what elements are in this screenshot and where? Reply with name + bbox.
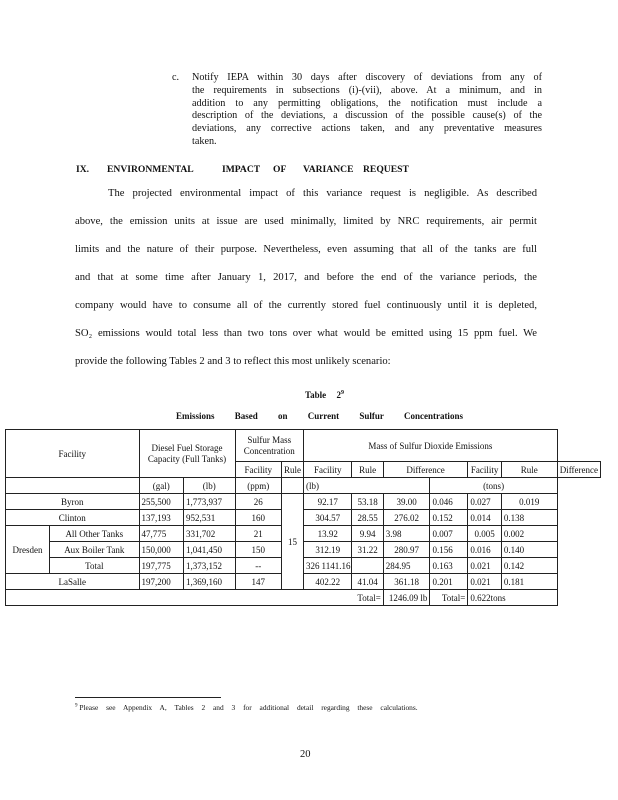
footnote-text: Please see Appendix A, Tables 2 and 3 for additional detail regarding these calculations.: [79, 703, 418, 712]
cell-facility-lb: 304.57: [304, 510, 352, 526]
cell-diff-tons: 0.002: [501, 526, 557, 542]
subheader-facility: Facility: [304, 462, 352, 478]
cell-facility-tons: 0.156: [430, 542, 468, 558]
table-number: 2: [336, 390, 341, 400]
paragraph-line: provide the following Tables 2 and 3 to reflect this most unlikely scenario:: [75, 356, 391, 367]
paragraph-line: SO₂ emissions would total less than two tons over what would be emitted using 15 ppm fuel. We: [75, 328, 537, 339]
cell-diff-lb: 361.18: [383, 574, 430, 590]
cell-lb: 331,702: [184, 526, 235, 542]
unit-lb-emissions: (lb): [304, 478, 430, 494]
paragraph-line: and that at some time after January 1, 2017, and before the end of the variance periods, the: [75, 272, 537, 283]
cell-rule-tons: 0.016: [468, 542, 502, 558]
cell-ppm: 150: [235, 542, 282, 558]
header-facility: Facility: [6, 430, 140, 478]
total-tons-value: 0.622tons: [468, 590, 557, 606]
cell-facility-lb: 92.17: [304, 494, 352, 510]
list-item-line: deviations, any corrective actions taken, and any preventative measures: [192, 123, 542, 135]
cell-gal: 137,193: [139, 510, 184, 526]
section-number: IX.: [76, 164, 90, 175]
section-title-word: VARIANCE: [303, 164, 354, 175]
cell-gal: 197,200: [139, 574, 184, 590]
subheader-facility: Facility: [468, 462, 502, 478]
cell-rule-lb: [352, 558, 383, 574]
cell-facility-tons: 0.163: [430, 558, 468, 574]
cell-rule-ppm: 15: [282, 494, 304, 590]
header-sulfur-concentration: Sulfur Mass Concentration: [235, 430, 304, 462]
row-facility: Clinton: [6, 510, 140, 526]
subheader-facility: Facility: [235, 462, 282, 478]
total-tons-label: Total=: [430, 590, 468, 606]
paragraph-line: company would have to consume all of the currently stored fuel continuously until it is depleted,: [75, 300, 537, 311]
cell-rule-lb: 41.04: [352, 574, 383, 590]
cell-facility-tons: 0.152: [430, 510, 468, 526]
total-lb-value: 1246.09 lb: [383, 590, 430, 606]
row-facility: Byron: [6, 494, 140, 510]
paragraph-line: The projected environmental impact of this variance request is negligible. As described: [108, 188, 537, 199]
cell-rule-tons: 0.021: [468, 558, 502, 574]
unit-tons: (tons): [430, 478, 557, 494]
table-totals-row: [6, 590, 601, 606]
paragraph-line: above, the emission units at issue are used minimally, limited by NRC requirements, air permit: [75, 216, 537, 227]
cell-gal: 47,775: [139, 526, 184, 542]
list-item-line: taken.: [192, 135, 217, 147]
cell-diff-lb: 276.02: [383, 510, 430, 526]
row-facility: Total: [50, 558, 139, 574]
row-group-dresden: Dresden: [6, 526, 50, 574]
list-item-line: description of the deviations, a discussion of the possible cause(s) of the: [192, 110, 542, 122]
list-item-line: addition to any permitting obligations, the notification must include a: [192, 97, 542, 109]
cell-diff-tons: 0.138: [501, 510, 557, 526]
cell-facility-tons: 0.046: [430, 494, 468, 510]
unit-gal: (gal): [139, 478, 184, 494]
cell-lb: 952,531: [184, 510, 235, 526]
cell-facility-tons: 0.007: [430, 526, 468, 542]
subheader-difference: Difference: [383, 462, 468, 478]
cell-gal: 255,500: [139, 494, 184, 510]
table-row: [6, 542, 601, 558]
cell-lb: 1,369,160: [184, 574, 235, 590]
unit-lb: (lb): [184, 478, 235, 494]
table-row: [6, 510, 601, 526]
table-row: [6, 574, 601, 590]
cell-facility-lb: 402.22: [304, 574, 352, 590]
cell-diff-lb: 3.98: [383, 526, 430, 542]
table-row: [6, 494, 601, 510]
cell-diff-tons: 0.140: [501, 542, 557, 558]
total-lb-label: Total=: [6, 590, 384, 606]
cell-diff-tons: 0.142: [501, 558, 557, 574]
subheader-rule: Rule: [352, 462, 383, 478]
cell-facility-lb: [304, 558, 352, 574]
footnote: [75, 703, 418, 712]
subheader-rule: Rule: [501, 462, 557, 478]
cell-rule-tons: 0.014: [468, 510, 502, 526]
cell-gal: 197,775: [139, 558, 184, 574]
header-so2-mass: Mass of Sulfur Dioxide Emissions: [304, 430, 558, 462]
table-subtitle: Emissions Based on Current Sulfur Concentrations: [176, 411, 463, 421]
subheader-rule: Rule: [282, 462, 304, 478]
section-title-word: OF: [273, 164, 287, 175]
cell-facility-tons: 0.201: [430, 574, 468, 590]
cell-rule-lb: 9.94: [352, 526, 383, 542]
cell-rule-lb: 53.18: [352, 494, 383, 510]
emissions-table: [5, 429, 601, 606]
table-caption: [305, 390, 344, 400]
table-header-row: [6, 430, 601, 462]
table-units-row: [6, 478, 601, 494]
list-item-body: [192, 72, 542, 149]
cell-facility-lb: 13.92: [304, 526, 352, 542]
cell-rule-lb: 31.22: [352, 542, 383, 558]
cell-rule-lb: 28.55: [352, 510, 383, 526]
footnote-mark: 9: [75, 703, 78, 709]
header-diesel-capacity: Diesel Fuel Storage Capacity (Full Tanks): [139, 430, 235, 478]
cell-ppm-extra: 326: [306, 560, 320, 571]
cell-lb: 1,373,152: [184, 558, 235, 574]
cell-facility-lb-value: 1141.16: [321, 560, 351, 571]
list-item-line: Notify IEPA within 30 days after discovery of deviations from any of: [192, 72, 542, 83]
page-number: 20: [300, 749, 311, 760]
footnote-divider: [75, 697, 221, 698]
cell-ppm: 26: [235, 494, 282, 510]
section-title-word: IMPACT: [222, 164, 261, 175]
cell-ppm: 147: [235, 574, 282, 590]
table-row: [6, 558, 601, 574]
cell-rule-tons: 0.005: [468, 526, 502, 542]
list-item-line: the requirements in subsections (i)-(vii), above. At a minimum, and in: [192, 84, 542, 96]
unit-ppm: (ppm): [235, 478, 282, 494]
list-item-letter: c.: [172, 72, 180, 83]
section-title-word: REQUEST: [363, 164, 409, 175]
cell-diff-lb: 280.97: [383, 542, 430, 558]
section-title-word: ENVIRONMENTAL: [107, 164, 194, 175]
row-facility: LaSalle: [6, 574, 140, 590]
cell-rule-tons: 0.027: [468, 494, 502, 510]
cell-diff-tons: 0.019: [501, 494, 557, 510]
cell-ppm: 160: [235, 510, 282, 526]
cell-diff-lb: 39.00: [383, 494, 430, 510]
paragraph-line: limits and the nature of their purpose. Nevertheless, even assuming that all of the tanks are full: [75, 244, 537, 255]
table-label: Table: [305, 390, 327, 400]
cell-lb: 1,041,450: [184, 542, 235, 558]
cell-lb: 1,773,937: [184, 494, 235, 510]
table-footnote-mark: 9: [340, 390, 344, 396]
cell-ppm: 21: [235, 526, 282, 542]
cell-facility-lb: 312.19: [304, 542, 352, 558]
subheader-difference: Difference: [557, 462, 600, 478]
cell-gal: 150,000: [139, 542, 184, 558]
table-row: [6, 526, 601, 542]
cell-rule-tons: 0.021: [468, 574, 502, 590]
row-facility: Aux Boiler Tank: [50, 542, 139, 558]
cell-diff-tons: 0.181: [501, 574, 557, 590]
cell-ppm: --: [235, 558, 282, 574]
cell-diff-lb: 284.95: [383, 558, 430, 574]
row-facility: All Other Tanks: [50, 526, 139, 542]
